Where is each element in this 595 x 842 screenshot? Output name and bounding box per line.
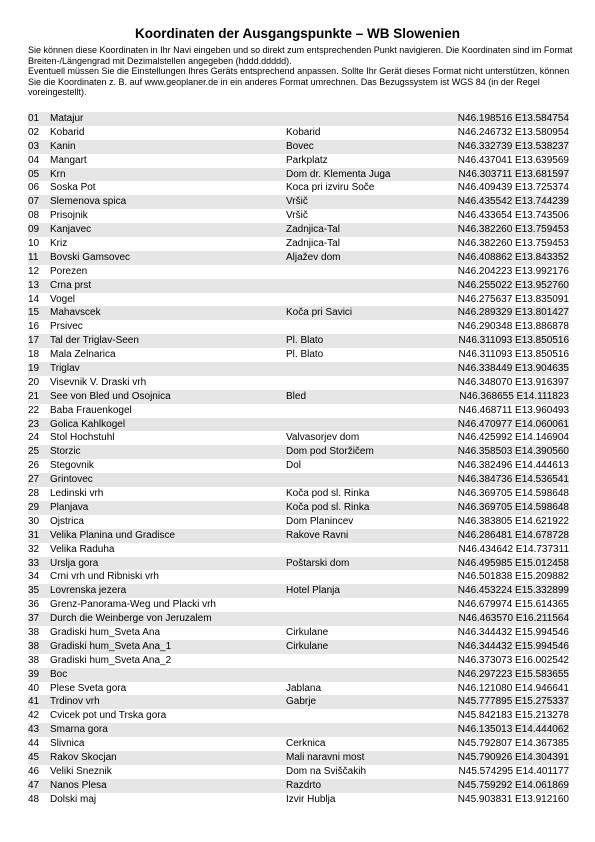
summit-name: Baba Frauenkogel xyxy=(50,404,132,416)
table-row xyxy=(28,140,569,154)
row-number: 31 xyxy=(28,529,40,541)
starting-point: Pl. Blato xyxy=(286,349,324,361)
row-number: 18 xyxy=(28,349,40,361)
starting-point: Bled xyxy=(286,390,307,402)
starting-point: Izvir Hublja xyxy=(286,793,336,805)
starting-point: Hotel Planja xyxy=(286,585,340,597)
coordinates: N46.463570 E16.211564 xyxy=(458,613,569,625)
summit-name: Lovrenska jezera xyxy=(50,585,127,597)
summit-name: Durch die Weinberge von Jeruzalem xyxy=(50,613,212,625)
coordinates-table xyxy=(28,112,569,807)
summit-name: Mahavscek xyxy=(50,307,101,319)
coordinates: N46.369705 E14.598648 xyxy=(457,501,569,513)
coordinates: N46.275637 E13.835091 xyxy=(457,293,569,305)
row-number: 30 xyxy=(28,515,40,527)
summit-name: Prisojnik xyxy=(50,210,88,222)
coordinates: N45.777895 E15.275337 xyxy=(457,696,569,708)
coordinates: N46.382496 E14.444613 xyxy=(457,460,569,472)
table-row xyxy=(28,459,569,473)
table-row xyxy=(28,751,569,765)
row-number: 38 xyxy=(28,626,40,638)
coordinates: N45.790926 E14.304391 xyxy=(457,751,569,763)
coordinates: N46.382260 E13.759453 xyxy=(457,238,569,250)
summit-name: Triglav xyxy=(50,363,80,375)
row-number: 44 xyxy=(28,738,40,750)
starting-point: Rakove Ravni xyxy=(286,529,349,541)
row-number: 03 xyxy=(28,140,40,152)
starting-point: Poštarski dom xyxy=(286,557,350,569)
row-number: 16 xyxy=(28,321,40,333)
row-number: 29 xyxy=(28,501,40,513)
summit-name: Crni vrh und Ribniski vrh xyxy=(50,571,159,583)
table-row xyxy=(28,126,569,140)
summit-name: Smarna gora xyxy=(50,724,108,736)
starting-point: Dom pod Storžičem xyxy=(286,446,374,458)
summit-name: Gradiski hum_Sveta Ana_2 xyxy=(50,654,172,666)
coordinates: N46.433654 E13.743506 xyxy=(457,210,569,222)
row-number: 28 xyxy=(28,488,40,500)
table-row xyxy=(28,265,569,279)
table-row xyxy=(28,779,569,793)
summit-name: Kanin xyxy=(50,140,76,152)
summit-name: Tal der Triglav-Seen xyxy=(50,335,139,347)
row-number: 38 xyxy=(28,654,40,666)
row-number: 11 xyxy=(28,251,39,263)
summit-name: Prsivec xyxy=(50,321,83,333)
summit-name: Boc xyxy=(50,668,68,680)
summit-name: Crna prst xyxy=(50,279,92,291)
coordinates: N46.135013 E14.444062 xyxy=(457,724,569,736)
summit-name: Porezen xyxy=(50,265,88,277)
row-number: 38 xyxy=(28,640,40,652)
summit-name: Gradiski hum_Sveta Ana xyxy=(50,626,161,638)
summit-name: Krn xyxy=(50,168,66,180)
starting-point: Jablana xyxy=(286,682,322,694)
coordinates: N46.470977 E14.060061 xyxy=(457,418,569,430)
table-row xyxy=(28,584,569,598)
row-number: 13 xyxy=(28,279,40,291)
summit-name: Trdinov vrh xyxy=(50,696,100,708)
coordinates: N46.303711 E13.681597 xyxy=(458,168,569,180)
row-number: 10 xyxy=(28,238,40,250)
table-row xyxy=(28,557,569,571)
starting-point: Koča pri Savici xyxy=(286,307,353,319)
starting-point: Cirkulane xyxy=(286,626,329,638)
row-number: 47 xyxy=(28,779,40,791)
row-number: 19 xyxy=(28,363,40,375)
summit-name: Velika Raduha xyxy=(50,543,115,555)
row-number: 35 xyxy=(28,585,40,597)
row-number: 12 xyxy=(28,265,40,277)
coordinates: N46.408862 E13.843352 xyxy=(457,251,569,263)
summit-name: Kanjavec xyxy=(50,224,92,236)
row-number: 20 xyxy=(28,376,40,388)
coordinates: N46.246732 E13.580954 xyxy=(457,126,569,138)
summit-name: Stegovnik xyxy=(50,460,94,472)
coordinates: N46.344432 E15.994546 xyxy=(457,626,569,638)
coordinates: N46.338449 E13.904635 xyxy=(457,363,569,375)
table-row xyxy=(28,487,569,501)
table-row xyxy=(28,640,569,654)
starting-point: Dom Planincev xyxy=(286,515,354,527)
table-row xyxy=(28,431,569,445)
row-number: 07 xyxy=(28,196,40,208)
summit-name: Kriz xyxy=(50,238,68,250)
row-number: 17 xyxy=(28,335,40,347)
row-number: 27 xyxy=(28,474,40,486)
summit-name: Plese Sveta gora xyxy=(50,682,127,694)
summit-name: Dolski maj xyxy=(50,793,97,805)
row-number: 46 xyxy=(28,765,40,777)
coordinates: N46.434642 E14.737311 xyxy=(458,543,569,555)
summit-name: Slemenova spica xyxy=(50,196,127,208)
starting-point: Cirkulane xyxy=(286,640,329,652)
coordinates: N46.311093 E13.850516 xyxy=(458,349,569,361)
coordinates: N46.384736 E14.536541 xyxy=(457,474,569,486)
starting-point: Kobarid xyxy=(286,126,321,138)
table-row xyxy=(28,737,569,751)
coordinates: N45.842183 E15.213278 xyxy=(457,710,569,722)
intro-paragraph-1: Sie können diese Koordinaten in Ihr Navi eingeben und so direkt zum entsprechenden Punkt navigieren. Die Koordinaten sind im Format Breiten-/Längengrad mit Dezimalstellen angegeben (hddd.ddddd). xyxy=(28,45,573,66)
table-row xyxy=(28,112,569,126)
intro-paragraph-2: Eventuell müssen Sie die Einstellungen Ihres Geräts entsprechend anpassen. Sollte Ihr Gerät dieses Format nicht unterstützen, können Sie die Koordinaten z. B. auf www.geoplaner.de in ein anderes Format umrechnen. Das Bezugssystem ist WGS 84 (in der Regel voreingestellt). xyxy=(28,66,570,98)
row-number: 02 xyxy=(28,126,40,138)
table-row xyxy=(28,598,569,612)
coordinates: N46.468711 E13.960493 xyxy=(458,404,569,416)
table-row xyxy=(28,765,569,779)
table-row xyxy=(28,612,569,626)
coordinates: N45.574295 E14.401177 xyxy=(458,765,569,777)
table-row xyxy=(28,418,569,432)
table-row xyxy=(28,251,569,265)
table-row xyxy=(28,390,569,404)
starting-point: Dom na Sviščakih xyxy=(286,765,367,777)
summit-name: Vogel xyxy=(50,293,76,305)
coordinates: N45.759292 E14.061869 xyxy=(457,779,569,791)
summit-name: Rakov Skocjan xyxy=(50,751,117,763)
page-title: Koordinaten der Ausgangspunkte – WB Slowenien xyxy=(134,26,461,41)
starting-point: Razdrto xyxy=(286,779,322,791)
row-number: 26 xyxy=(28,460,40,472)
starting-point: Cerknica xyxy=(286,738,326,750)
table-row xyxy=(28,154,569,168)
summit-name: Storzic xyxy=(50,446,81,458)
summit-name: Velika Planina und Gradisce xyxy=(50,529,176,541)
summit-name: Kobarid xyxy=(50,126,85,138)
summit-name: See von Bled und Osojnica xyxy=(50,390,171,402)
starting-point: Vršič xyxy=(286,210,308,222)
coordinates: N46.290348 E13.886878 xyxy=(457,321,569,333)
table-row xyxy=(28,695,569,709)
table-row xyxy=(28,626,569,640)
row-number: 41 xyxy=(28,696,40,708)
starting-point: Koca pri izviru Soče xyxy=(286,182,375,194)
starting-point: Zadnjica-Tal xyxy=(286,224,340,236)
summit-name: Veliki Sneznik xyxy=(50,765,112,777)
row-number: 34 xyxy=(28,571,40,583)
row-number: 21 xyxy=(28,390,40,402)
coordinates: N46.425992 E14.146904 xyxy=(457,432,569,444)
summit-name: Slivnica xyxy=(50,738,85,750)
starting-point: Koča pod sl. Rinka xyxy=(286,488,370,500)
intro-text xyxy=(28,45,573,98)
summit-name: Cvicek pot und Trska gora xyxy=(50,710,167,722)
summit-name: Matajur xyxy=(50,113,84,124)
coordinates: N46.204223 E13.992176 xyxy=(457,265,569,277)
table-row xyxy=(28,334,569,348)
summit-name: Gradiski hum_Sveta Ana_1 xyxy=(50,640,172,652)
summit-name: Grenz-Panorama-Weg und Placki vrh xyxy=(50,599,216,611)
row-number: 25 xyxy=(28,446,40,458)
table-row xyxy=(28,723,569,737)
coordinates: N46.289329 E13.801427 xyxy=(457,307,569,319)
row-number: 01 xyxy=(28,113,40,124)
summit-name: Mangart xyxy=(50,154,87,166)
coordinates: N45.903831 E13.912160 xyxy=(457,793,569,805)
coordinates: N45.792807 E14.367385 xyxy=(457,738,569,750)
starting-point: Zadnjica-Tal xyxy=(286,238,340,250)
coordinates: N46.373073 E16.002542 xyxy=(457,654,569,666)
coordinates: N46.437041 E13.639569 xyxy=(457,154,569,166)
coordinates: N46.368655 E14.111823 xyxy=(459,390,569,402)
table-row xyxy=(28,293,569,307)
coordinates: N46.344432 E15.994546 xyxy=(457,640,569,652)
row-number: 32 xyxy=(28,543,40,555)
row-number: 43 xyxy=(28,724,40,736)
table-row xyxy=(28,682,569,696)
summit-name: Urslja gora xyxy=(50,557,99,569)
coordinates: N46.121080 E14.946641 xyxy=(457,682,569,694)
summit-name: Golica Kahlkogel xyxy=(50,418,126,430)
starting-point: Aljažev dom xyxy=(286,251,341,263)
coordinates: N46.495985 E15.012458 xyxy=(457,557,569,569)
coordinates: N46.501838 E15.209882 xyxy=(457,571,569,583)
row-number: 06 xyxy=(28,182,40,194)
table-row xyxy=(28,543,569,557)
row-number: 36 xyxy=(28,599,40,611)
table-row xyxy=(28,181,569,195)
table-row xyxy=(28,709,569,723)
table-row xyxy=(28,209,569,223)
row-number: 15 xyxy=(28,307,40,319)
table-row xyxy=(28,529,569,543)
table-row xyxy=(28,195,569,209)
summit-name: Grintovec xyxy=(50,474,93,486)
coordinates: N46.255022 E13.952760 xyxy=(457,279,569,291)
row-number: 08 xyxy=(28,210,40,222)
row-number: 09 xyxy=(28,224,40,236)
starting-point: Valvasorjev dom xyxy=(286,432,360,444)
coordinates: N46.453224 E15.332899 xyxy=(457,585,569,597)
coordinates: N46.297223 E15.583655 xyxy=(457,668,569,680)
table-row xyxy=(28,501,569,515)
table-row xyxy=(28,306,569,320)
starting-point: Bovec xyxy=(286,140,314,152)
table-row xyxy=(28,668,569,682)
row-number: 24 xyxy=(28,432,40,444)
table-row xyxy=(28,223,569,237)
coordinates: N46.198516 E13.584754 xyxy=(457,113,569,124)
summit-name: Visevnik V. Draski vrh xyxy=(50,376,147,388)
summit-name: Planjava xyxy=(50,501,89,513)
coordinates: N46.332739 E13.538237 xyxy=(457,140,569,152)
coordinates: N46.382260 E13.759453 xyxy=(457,224,569,236)
summit-name: Stol Hochstuhl xyxy=(50,432,115,444)
coordinates: N46.435542 E13.744239 xyxy=(457,196,569,208)
coordinates: N46.348070 E13.916397 xyxy=(457,376,569,388)
row-number: 40 xyxy=(28,682,40,694)
table-row xyxy=(28,376,569,390)
starting-point: Mali naravni most xyxy=(286,751,365,763)
table-row xyxy=(28,279,569,293)
coordinates: N46.358503 E14.390560 xyxy=(457,446,569,458)
coordinates: N46.409439 E13.725374 xyxy=(457,182,569,194)
coordinates: N46.311093 E13.850516 xyxy=(458,335,569,347)
summit-name: Soska Pot xyxy=(50,182,96,194)
row-number: 05 xyxy=(28,168,40,180)
summit-name: Nanos Plesa xyxy=(50,779,107,791)
table-row xyxy=(28,320,569,334)
row-number: 45 xyxy=(28,751,40,763)
starting-point: Gabrje xyxy=(286,696,317,708)
row-number: 48 xyxy=(28,793,40,805)
table-row xyxy=(28,445,569,459)
row-number: 23 xyxy=(28,418,40,430)
summit-name: Ledinski vrh xyxy=(50,488,104,500)
summit-name: Mala Zelnarica xyxy=(50,349,116,361)
starting-point: Pl. Blato xyxy=(286,335,324,347)
starting-point: Parkplatz xyxy=(286,154,328,166)
summit-name: Bovski Gamsovec xyxy=(50,251,131,263)
coordinates: N46.286481 E14.678728 xyxy=(457,529,569,541)
table-row xyxy=(28,362,569,376)
row-number: 42 xyxy=(28,710,40,722)
table-row xyxy=(28,793,569,807)
starting-point: Koča pod sl. Rinka xyxy=(286,501,370,513)
row-number: 14 xyxy=(28,293,40,305)
table-row xyxy=(28,348,569,362)
row-number: 33 xyxy=(28,557,40,569)
coordinates: N46.679974 E15.614365 xyxy=(457,599,569,611)
row-number: 37 xyxy=(28,613,40,625)
row-number: 22 xyxy=(28,404,40,416)
summit-name: Ojstrica xyxy=(50,515,84,527)
table-row xyxy=(28,404,569,418)
starting-point: Vršič xyxy=(286,196,308,208)
table-row xyxy=(28,570,569,584)
table-row xyxy=(28,237,569,251)
table-row xyxy=(28,515,569,529)
table-row xyxy=(28,654,569,668)
row-number: 04 xyxy=(28,154,40,166)
starting-point: Dom dr. Klementa Juga xyxy=(286,168,391,180)
coordinates: N46.369705 E14.598648 xyxy=(457,488,569,500)
coordinates: N46.383805 E14.621922 xyxy=(457,515,569,527)
table-row xyxy=(28,473,569,487)
row-number: 39 xyxy=(28,668,40,680)
table-row xyxy=(28,168,569,182)
starting-point: Dol xyxy=(286,460,302,472)
